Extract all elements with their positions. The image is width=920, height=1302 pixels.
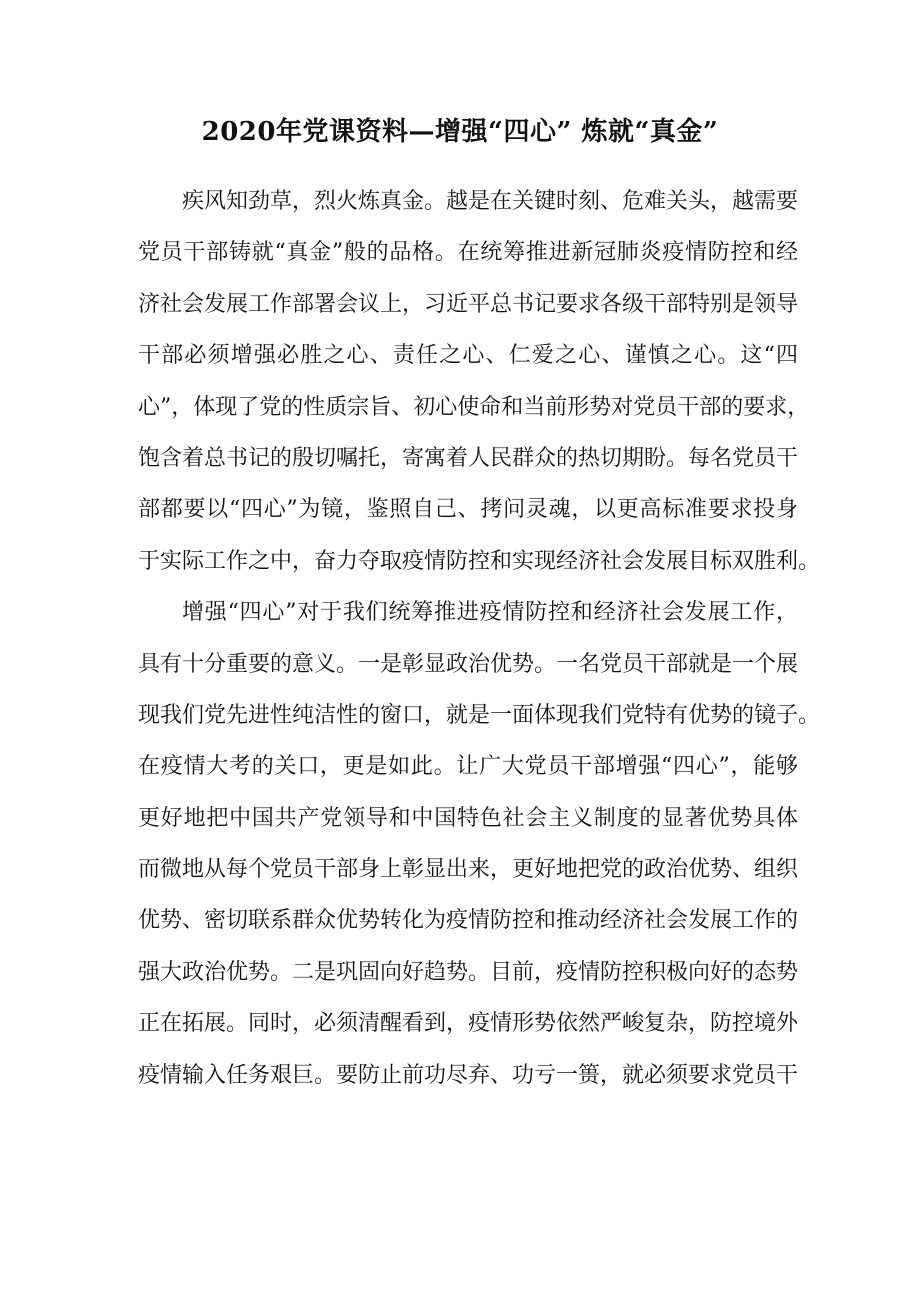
paragraph-1-line-6: 饱含着总书记的殷切嘱托，寄寓着人民群众的热切期盼。每名党员干	[138, 445, 799, 471]
paragraph-2-line-7: 优势、密切联系群众优势转化为疫情防控和推动经济社会发展工作的	[138, 908, 799, 934]
paragraph-2-line-2: 具有十分重要的意义。一是彰显政治优势。一名党员干部就是一个展	[138, 651, 799, 677]
paragraph-2-line-8: 强大政治优势。二是巩固向好趋势。目前，疫情防控积极向好的态势	[138, 959, 799, 985]
paragraph-2-line-1: 增强“四心”对于我们统筹推进疫情防控和经济社会发展工作，	[182, 600, 798, 626]
paragraph-2-line-5: 更好地把中国共产党领导和中国特色社会主义制度的显著优势具体	[138, 805, 798, 831]
paragraph-2-line-6: 而微地从每个党员干部身上彰显出来，更好地把党的政治优势、组织	[138, 857, 799, 883]
paragraph-1-line-8: 于实际工作之中，奋力夺取疫情防控和实现经济社会发展目标双胜利。	[138, 548, 821, 574]
paragraph-1-line-1: 疾风知劲草，烈火炼真金。越是在关键时刻、危难关头，越需要	[182, 189, 799, 214]
paragraph-2-line-10: 疫情输入任务艰巨。要防止前功尽弃、功亏一篑，就必须要求党员干	[138, 1062, 799, 1088]
paragraph-1-line-4: 干部必须增强必胜之心、责任之心、仁爱之心、谨慎之心。这“四	[138, 343, 798, 369]
paragraph-2-line-3: 现我们党先进性纯洁性的窗口，就是一面体现我们党特有优势的镜子。	[138, 702, 821, 728]
paragraph-1-line-2: 党员干部铸就“真金”般的品格。在统筹推进新冠肺炎疫情防控和经	[138, 240, 798, 266]
document-title: 2020年党课资料—增强“四心” 炼就“真金”	[201, 117, 719, 147]
paragraph-1-line-3: 济社会发展工作部署会议上，习近平总书记要求各级干部特别是领导	[138, 291, 799, 317]
paragraph-2-line-4: 在疫情大考的关口，更是如此。让广大党员干部增强“四心”，能够	[138, 754, 798, 780]
paragraph-2-line-9: 正在拓展。同时，必须清醒看到，疫情形势依然严峻复杂，防控境外	[138, 1011, 799, 1037]
document-body	[138, 176, 821, 1101]
paragraph-1-line-5: 心”，体现了党的性质宗旨、初心使命和当前形势对党员干部的要求，	[138, 394, 810, 420]
paragraph-1-line-7: 部都要以“四心”为镜，鉴照自己、拷问灵魂，以更高标准要求投身	[138, 497, 798, 523]
